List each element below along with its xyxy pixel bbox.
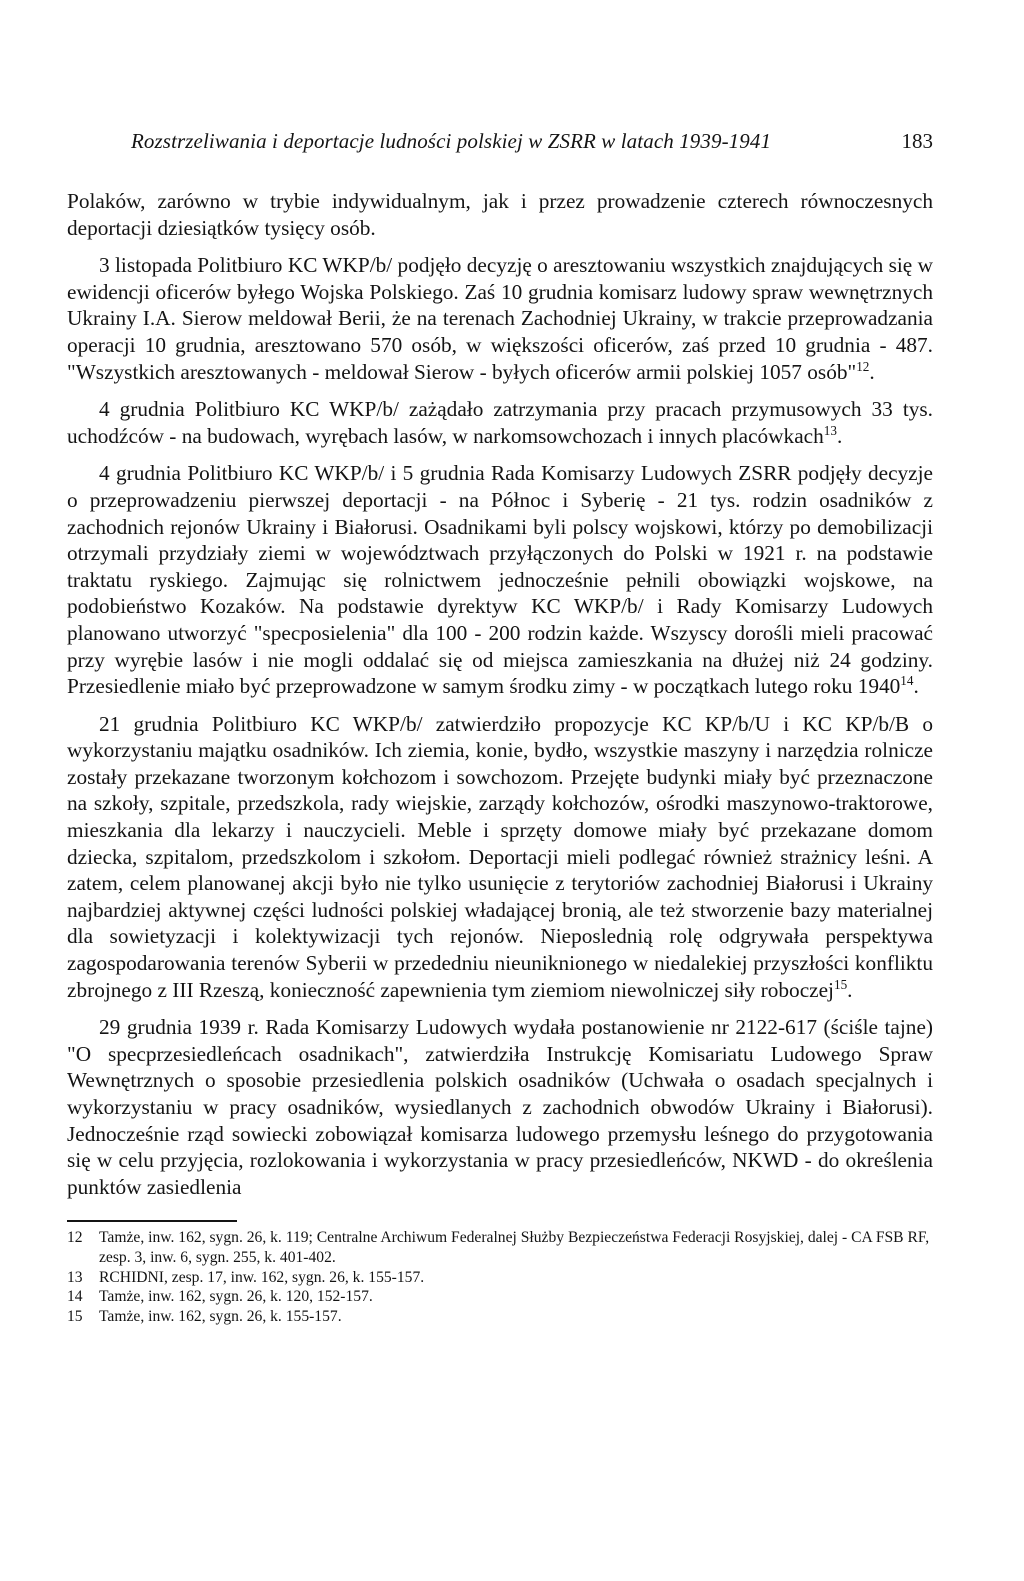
footnote-text: Tamże, inw. 162, sygn. 26, k. 119; Centralne Archiwum Federalnej Służby Bezpieczeństwa Federacji Rosyjskiej, dalej - CA FSB RF, zesp. 3, inw. 6, sygn. 255, k. 401-402. [99,1229,930,1266]
footnote-12 [67,1228,933,1267]
footnote-number: 15 [67,1307,83,1325]
body-text [67,188,933,1200]
footnote-ref-12: 12 [856,358,870,374]
running-head [67,124,933,158]
footnote-15 [67,1307,933,1327]
footnotes [67,1228,933,1326]
paragraph-4-text: 4 grudnia Politbiuro KC WKP/b/ i 5 grudnia Rada Komisarzy Ludowych ZSRR podjęły decyzje o przeprowadzeniu pierwszej deportacji - na Północ i Syberię - 21 tys. rodzin osadników z zachodnich rejonów Ukrainy i Białorusi. Osadnikami byli polscy wojskowi, którzy po demobilizacji otrzymali przydziały ziemi w województwach przyłączonych do Polski w 1921 r. na podstawie traktatu ryskiego. Zajmując się rolnictwem jednocześnie pełnili obowiązki wojskowe, na podobieństwo Kozaków. Na podstawie dyrektyw KC WKP/b/ i Rady Komisarzy Ludowych planowano utworzyć "specposielenia" dla 100 - 200 rodzin każde. Wszyscy dorośli mieli pracować przy wyrębie lasów i nie mogli oddalać się od miejsca zamieszkania na dłużej niż 24 godziny. Przesiedlenie miało być przeprowadzone w samym środku zimy - w początkach lutego roku 1940 [67,461,933,699]
paragraph-2-text: 3 listopada Politbiuro KC WKP/b/ podjęło decyzję o aresztowaniu wszystkich znajdujących się w ewidencji oficerów byłego Wojska Polskiego. Zaś 10 grudnia komisarz ludowy spraw wewnętrznych Ukrainy I.A. Sierow meldował Berii, że na terenach Zachodniej Ukrainy, w trakcie przeprowadzania operacji 10 grudnia, aresztowano 570 osób, w większości oficerów, zaś przed 10 grudnia - 487. "Wszystkich aresztowanych - meldował Sierow - byłych oficerów armii polskiej 1057 osób" [67,253,933,384]
footnote-text: RCHIDNI, zesp. 17, inw. 162, sygn. 26, k. 155-157. [99,1268,425,1286]
paragraph-5 [67,711,933,1004]
paragraph-4-end: . [913,674,919,699]
paragraph-3 [67,396,933,449]
paragraph-5-end: . [847,977,853,1002]
footnote-text: Tamże, inw. 162, sygn. 26, k. 120, 152-157. [99,1288,373,1306]
paragraph-6-text: 29 grudnia 1939 r. Rada Komisarzy Ludowych wydała postanowienie nr 2122-617 (ściśle tajne) "O specprzesiedleńcach osadnikach", zatwierdziła Instrukcję Komisariatu Ludowego Spraw Wewnętrznych o sposobie przesiedlenia polskich osadników (Uchwała o osadach specjalnych i wykorzystaniu w pracy osadników, wysiedlanych z zachodnich obwodów Ukrainy i Białorusi). Jednocześnie rząd sowiecki zobowiązał komisarza ludowego przemysłu leśnego do przygotowania się w celu przyjęcia, rozlokowania i wykorzystania w pracy przesiedleńców, NKWD - do określenia punktów zasiedlenia [67,1015,933,1199]
paragraph-3-text: 4 grudnia Politbiuro KC WKP/b/ zażądało zatrzymania przy pracach przymusowych 33 tys. uchodźców - na budowach, wyrębach lasów, w narkomsowchozach i innych placówkach [67,397,933,448]
footnote-number: 13 [67,1268,83,1286]
book-page [67,124,933,1326]
footnote-text: Tamże, inw. 162, sygn. 26, k. 155-157. [99,1307,342,1325]
footnote-number: 12 [67,1229,83,1247]
paragraph-4 [67,460,933,699]
paragraph-1-text: Polaków, zarówno w trybie indywidualnym, jak i przez prowadzenie czterech równoczesnych deportacji dziesiątków tysięcy osób. [67,189,933,240]
footnote-ref-14: 14 [900,672,914,688]
footnote-separator [67,1220,237,1222]
footnote-ref-15: 15 [833,976,848,992]
page-number: 183 [901,129,933,153]
footnote-13 [67,1268,933,1288]
paragraph-2-end: . [869,359,875,384]
paragraph-5-text: 21 grudnia Politbiuro KC WKP/b/ zatwierdziło propozycje KC KP/b/U i KC KP/b/B o wykorzystaniu majątku osadników. Ich ziemia, konie, bydło, wszystkie maszyny i narzędzia rolnicze zostały przekazane tworzonym kołchozom i sowchozom. Przejęte budynki miały być przeznaczone na szkoły, szpitale, przedszkola, rady wiejskie, zarządy kołchozów, ośrodki maszynowo-traktorowe, mieszkania dla lekarzy i nauczycieli. Meble i sprzęty domowe miały być przekazane domom dziecka, szpitalom, przedszkolom i szkołom. Deportacji mieli podlegać również strażnicy leśni. A zatem, celem planowanej akcji było nie tylko usunięcie z terytoriów zachodniej Białorusi i Ukrainy najbardziej aktywnej części ludności polskiej władającej bronią, ale też stworzenie bazy materialnej dla sowietyzacji i kolektywizacji tych rejonów. Nieposlednią rolę odgrywała perspektywa zagospodarowania terenów Syberii w przededniu nieuniknionego w niedalekiej przyszłości konfliktu zbrojnego z III Rzeszą, konieczność zapewnienia tym ziemiom niewolniczej siły roboczej [67,711,933,1002]
footnote-14 [67,1287,933,1307]
running-title: Rozstrzeliwania i deportacje ludności polskiej w ZSRR w latach 1939-1941 [131,129,772,153]
paragraph-2 [67,252,933,385]
footnote-ref-13: 13 [823,422,837,438]
paragraph-1 [67,188,933,241]
paragraph-3-end: . [836,423,843,448]
footnote-number: 14 [67,1288,83,1306]
paragraph-6 [67,1014,933,1200]
